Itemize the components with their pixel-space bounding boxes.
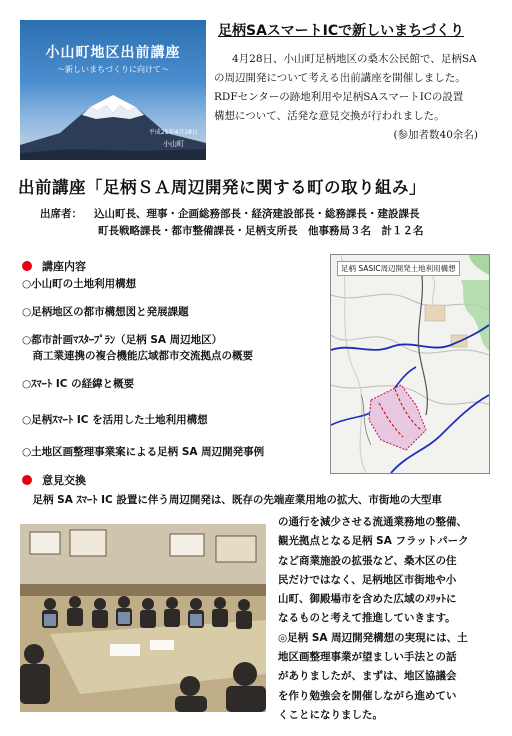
opinion-line: 民だけではなく、足柄地区市街地や小 [278,573,457,586]
news-line: 構想について、活発な意見交換が行われました。 [214,110,445,122]
attendees-label: 出席者： [40,208,82,220]
opinion-heading [22,472,86,488]
map-drawing [331,255,489,473]
meeting-photo [20,524,266,712]
opinion-heading-label: 意見交換 [42,474,86,487]
news-body [214,50,504,145]
lecture-heading: 出前講座「足柄ＳＡ周辺開発に関する町の取り組み」 [18,178,426,197]
content-heading-label: 講座内容 [42,260,86,273]
cover-title: 小山町地区出前講座 [45,45,181,61]
opinion-line: くことになりました。 [278,708,383,721]
opinion-line: 山町、御殿場市を含めた広域のﾒﾘｯﾄに [278,593,457,606]
content-item: ○土地区画整理事業案による足柄 SA 周辺開発事例 [22,446,265,458]
opinion-line: ◎足柄 SA 周辺開発構想の実現には、土 [278,631,468,644]
opinion-line: 観光拠点となる足柄 SA フラットパーク [278,535,469,548]
opinion-line: の通行を減少させる流通業務地の整備、 [278,516,467,528]
cover-subtitle: ～新しいまちづくりに向けて～ [57,65,169,74]
participant-count: (参加者数40余名) [393,129,478,141]
red-bullet-icon [22,475,32,485]
attendees-line: 込山町長、理事・企画総務部長・経済建設部長・総務課長・建設課長 [94,208,420,220]
red-bullet-icon [22,261,32,271]
cover-org: 小山町 [163,140,184,148]
opinion-line: なるものと考えて推進していきます。 [278,612,456,625]
content-item: ○ｽﾏｰﾄ IC の経緯と概要 [22,378,135,390]
cover-image [20,20,206,160]
content-heading [22,258,86,274]
content-item: 商工業連携の複合機能広域都市交流拠点の概要 [22,350,253,362]
news-line: RDFセンターの跡地利用や足柄SAスマートICの設置 [214,91,464,103]
news-line: 4月28日、小山町足柄地区の桑木公民館で、足柄SA [232,53,477,65]
news-line: の周辺開発について考える出前講座を開催しました。 [214,72,466,84]
opinion-line: を作り勉強会を開催しながら進めてい [278,689,457,702]
opinion-line: 地区画整理事業が望ましい手法との話 [278,651,457,664]
land-use-map [330,254,490,474]
content-item: ○足柄地区の都市構想図と発展課題 [22,306,189,318]
map-label: 足柄 SASIC周辺開発土地利用構想 [337,261,460,276]
content-item: ○都市計画ﾏｽﾀｰﾌﾟﾗﾝ（足柄 SA 周辺地区） [22,334,223,346]
opinion-line: など商業施設の拡張など、桑木区の住 [278,554,457,567]
attendees-block [40,206,510,240]
opinion-line: がありましたが、まずは、地区協議会 [278,670,457,683]
cover-date: 平成25年4月28日 [148,129,198,136]
opinion-body [278,513,510,725]
attendees-line: 町長戦略課長・都市整備課長・足柄支所長 他事務局３名 計１２名 [98,225,424,237]
meeting-scene [20,524,266,712]
opinion-first-line: 足柄 SA ｽﾏｰﾄ IC 設置に伴う周辺開発は、既存の先端産業用地の拡大、市街地の大型車 [22,494,442,506]
news-title: 足柄SAスマートICで新しいまちづくり [218,23,464,39]
content-item: ○足柄ｽﾏｰﾄ IC を活用した土地利用構想 [22,414,208,426]
content-item: ○小山町の土地利用構想 [22,278,137,290]
